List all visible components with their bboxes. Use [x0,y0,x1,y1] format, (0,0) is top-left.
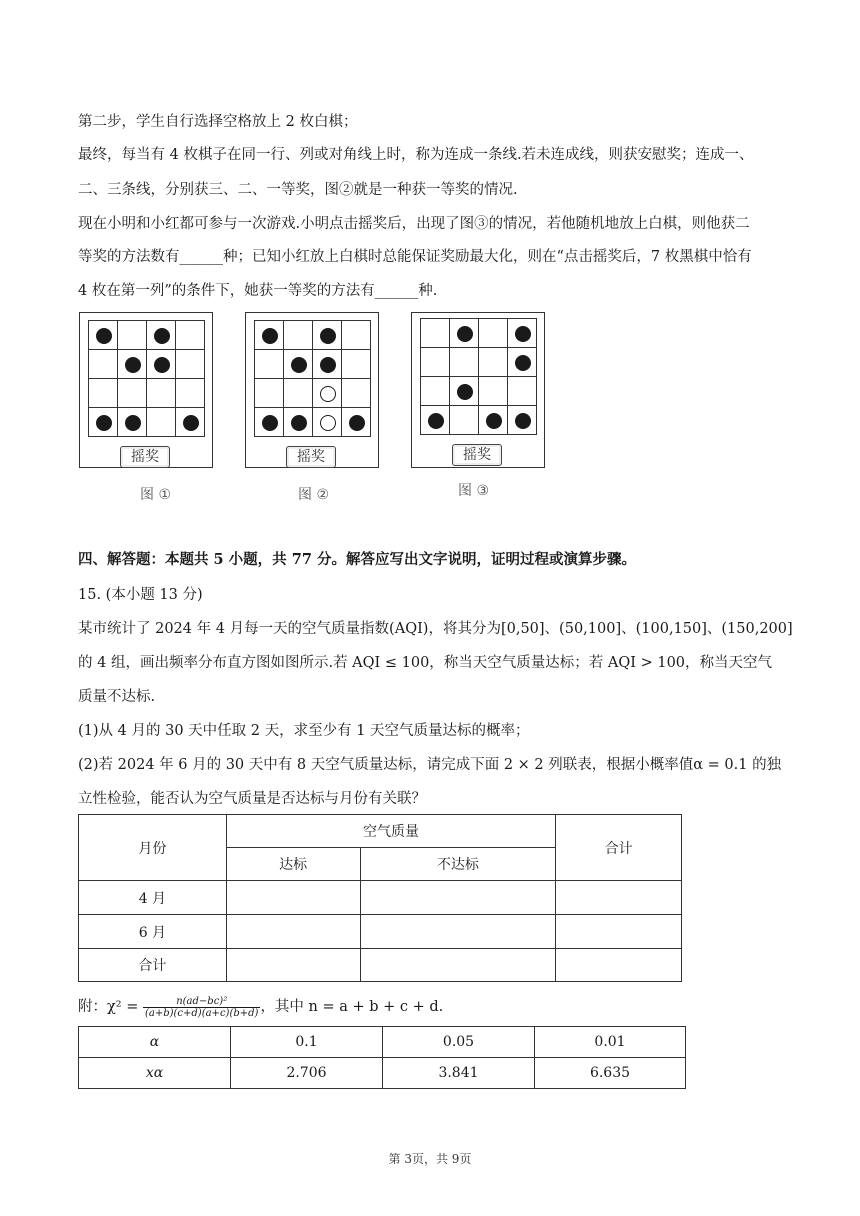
table-row [79,881,682,915]
board-cell [478,376,508,406]
q15-subquestion-2-line1: (2)若 2024 年 6 月的 30 天中有 8 天空气质量达标，请完成下面 2 × 2 列联表，根据小概率值α = 0.1 的独 [78,757,782,773]
cell-empty [226,881,360,915]
alpha-value: 0.01 [535,1027,686,1058]
fraction-denominator: (a+b)(c+d)(a+c)(b+d) [144,1007,259,1019]
q15-subquestion-1: (1)从 4 月的 30 天中任取 2 天，求至少有 1 天空气质量达标的概率； [78,723,530,739]
header-pass: 达标 [226,848,360,881]
table-row [79,915,682,949]
header-air-quality: 空气质量 [226,815,555,848]
black-stone [457,326,473,342]
board-cell [175,320,205,350]
q15-header: 15. (本小题 13 分) [78,587,203,603]
board-cell [420,347,450,377]
board-cell [420,318,450,348]
board-cell [146,407,176,437]
board-cell [146,378,176,408]
board-cell [449,405,479,435]
critical-value: 6.635 [535,1058,686,1089]
shake-lottery-button[interactable]: 摇奖 [452,444,502,466]
header-fail: 不达标 [360,848,556,881]
black-stone [183,415,199,431]
shake-lottery-button[interactable]: 摇奖 [286,446,336,468]
board-cell [254,378,284,408]
header-total: 合计 [556,815,682,881]
contingency-table [78,814,682,982]
section-4-heading: 四、解答题：本题共 5 小题，共 77 分。解答应写出文字说明，证明过程或演算步骤。 [78,551,636,568]
black-stone [515,326,531,342]
board-cell [341,378,371,408]
critical-value: 3.841 [383,1058,535,1089]
text-final-2: 二、三条线，分别获三、二、一等奖，图②就是一种获一等奖的情况. [78,182,518,198]
chi-square-fraction [143,996,260,1019]
black-stone [349,415,365,431]
board-cell [420,376,450,406]
black-stone [320,357,336,373]
cell-empty [556,881,682,915]
black-stone [154,357,170,373]
x-alpha-label: xα [79,1058,231,1089]
text-final-1: 最终，每当有 4 枚棋子在同一行、列或对角线上时，称为连成一条线.若未连成线，则获安慰奖；连成一、 [78,147,754,163]
white-stone [320,415,336,431]
black-stone [320,328,336,344]
board-cell [117,378,147,408]
cell-empty [556,949,682,982]
board-cell [341,320,371,350]
board-cell [507,376,537,406]
black-stone [291,415,307,431]
row-label-april: 4 月 [79,881,227,915]
text-step2: 第二步，学生自行选择空格放上 2 枚白棋； [78,114,358,130]
cell-empty [226,915,360,949]
shake-lottery-button[interactable]: 摇奖 [120,446,170,468]
critical-value-table [78,1026,686,1089]
board-cell [175,378,205,408]
fraction-numerator: n(ad−bc)² [143,996,260,1008]
board-cell [254,349,284,379]
black-stone [486,413,502,429]
black-stone [262,415,278,431]
text-now-3: 4 枚在第一列”的条件下，她获一等奖的方法有______种. [78,283,438,299]
critical-value: 2.706 [231,1058,383,1089]
cell-empty [360,915,556,949]
board-cell [283,378,313,408]
board-cell [283,320,313,350]
text-now-1: 现在小明和小红都可参与一次游戏.小明点击摇奖后，出现了图③的情况，若他随机地放上白棋，则他获二 [78,216,750,232]
figure-caption: 图 ① [140,487,172,503]
black-stone [428,413,444,429]
alpha-value: 0.1 [231,1027,383,1058]
row-label-total: 合计 [79,949,227,982]
q15-paragraph-2: 的 4 组，画出频率分布直方图如图所示.若 AQI ≤ 100，称当天空气质量达标；若 AQI > 100，称当天空气 [78,655,773,671]
black-stone [262,328,278,344]
black-stone [125,415,141,431]
appendix-formula [78,994,443,1020]
page-footer: 第 3页，共 9页 [388,1152,472,1166]
cell-empty [360,881,556,915]
cell-empty [226,949,360,982]
cell-empty [360,949,556,982]
formula-suffix: ，其中 n = a + b + c + d. [260,999,444,1015]
game-board-figure [79,312,214,469]
figure-caption: 图 ② [298,487,330,503]
black-stone [96,328,112,344]
text-now-2: 等奖的方法数有______种；已知小红放上白棋时总能保证奖励最大化，则在“点击摇奖后，7 枚黑棋中恰有 [78,249,752,265]
black-stone [515,355,531,371]
black-stone [154,328,170,344]
figure-caption: 图 ③ [458,483,490,499]
board-cell [117,320,147,350]
game-board-figure [245,312,380,469]
board-cell [478,347,508,377]
q15-subquestion-2-line2: 立性检验，能否认为空气质量是否达标与月份有关联？ [78,791,426,807]
q15-paragraph-3: 质量不达标. [78,689,156,705]
board-cell [88,378,118,408]
board-cell [449,347,479,377]
header-month: 月份 [79,815,227,881]
formula-prefix: 附：χ² = [78,999,139,1015]
black-stone [291,357,307,373]
game-board-figure [411,312,546,469]
white-stone [320,386,336,402]
q15-paragraph-1: 某市统计了 2024 年 4 月每一天的空气质量指数(AQI)，将其分为[0,50]、(50,100]、(100,150]、(150,200] [78,621,793,637]
board-cell [88,349,118,379]
black-stone [515,413,531,429]
board-cell [175,349,205,379]
cell-empty [556,915,682,949]
board-cell [341,349,371,379]
alpha-label: α [79,1027,231,1058]
board-cell [478,318,508,348]
black-stone [96,415,112,431]
row-label-june: 6 月 [79,915,227,949]
black-stone [125,357,141,373]
alpha-value: 0.05 [383,1027,535,1058]
table-row [79,949,682,982]
table-row [79,1027,686,1058]
black-stone [457,384,473,400]
table-row [79,1058,686,1089]
